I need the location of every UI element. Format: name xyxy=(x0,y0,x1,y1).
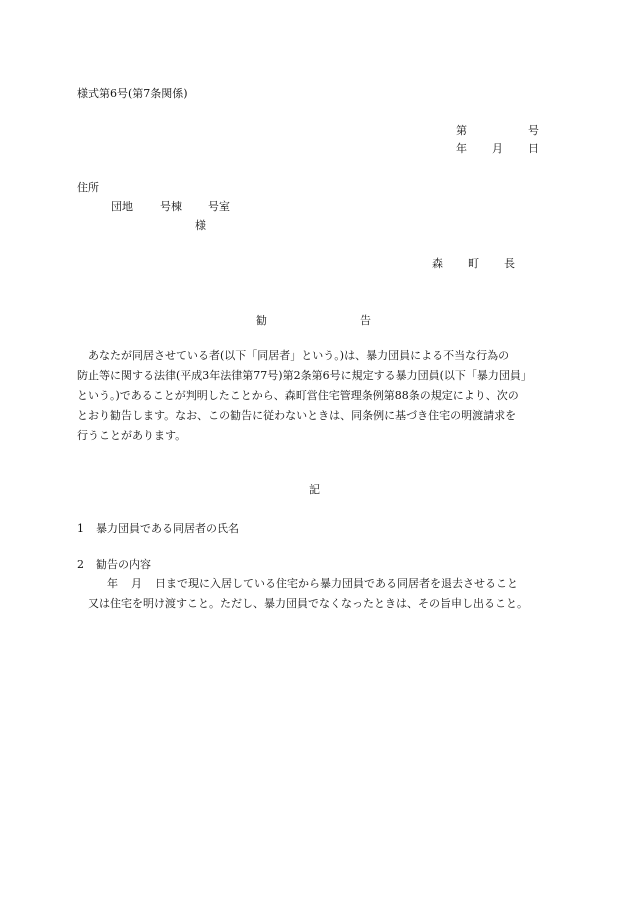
issuer-cho: 長 xyxy=(504,257,515,270)
doc-number-dai: 第 xyxy=(456,124,467,137)
doc-number-go: 号 xyxy=(528,124,539,137)
item2-line1: 日まで現に入居している住宅から暴力団員である同居者を退去させること xyxy=(155,577,518,590)
body-line: という。)であることが判明したことから、森町営住宅管理条例第88条の規定により、次の xyxy=(77,389,519,402)
address-sama: 様 xyxy=(195,219,206,232)
address-label: 住所 xyxy=(77,181,99,194)
date-day: 日 xyxy=(528,142,539,155)
body-paragraph xyxy=(77,346,547,446)
item1-number: 1 xyxy=(77,522,84,535)
item2-line2: 又は住宅を明け渡すこと。ただし、暴力団員でなくなったときは、その旨申し出ること。 xyxy=(88,597,528,610)
ki-label: 記 xyxy=(309,483,320,496)
issuer-mori: 森 xyxy=(432,257,443,270)
address-goshitsu: 号室 xyxy=(208,200,230,213)
form-id: 様式第6号(第7条関係) xyxy=(77,87,188,100)
body-line: 行うことがあります。 xyxy=(77,429,187,442)
item2-heading: 勧告の内容 xyxy=(96,558,151,571)
body-line: あなたが同居させている者(以下「同居者」という。)は、暴力団員による不当な行為の xyxy=(88,349,510,362)
title-koku: 告 xyxy=(360,314,371,327)
date-year: 年 xyxy=(456,142,467,155)
body-line: 防止等に関する法律(平成3年法律第77号)第2条第6号に規定する暴力団員(以下「暴力団員」 xyxy=(77,369,532,382)
body-line: とおり勧告します。なお、この勧告に従わないときは、同条例に基づき住宅の明渡請求を xyxy=(77,409,517,422)
item1-text: 暴力団員である同居者の氏名 xyxy=(96,522,239,535)
date-month: 月 xyxy=(492,142,503,155)
item2-number: 2 xyxy=(77,558,84,571)
address-danchi: 団地 xyxy=(111,200,133,213)
issuer-machi: 町 xyxy=(468,257,479,270)
title-kan: 勧 xyxy=(256,314,267,327)
address-goto: 号棟 xyxy=(160,200,182,213)
item2-month: 月 xyxy=(131,577,142,590)
item2-year: 年 xyxy=(107,577,118,590)
